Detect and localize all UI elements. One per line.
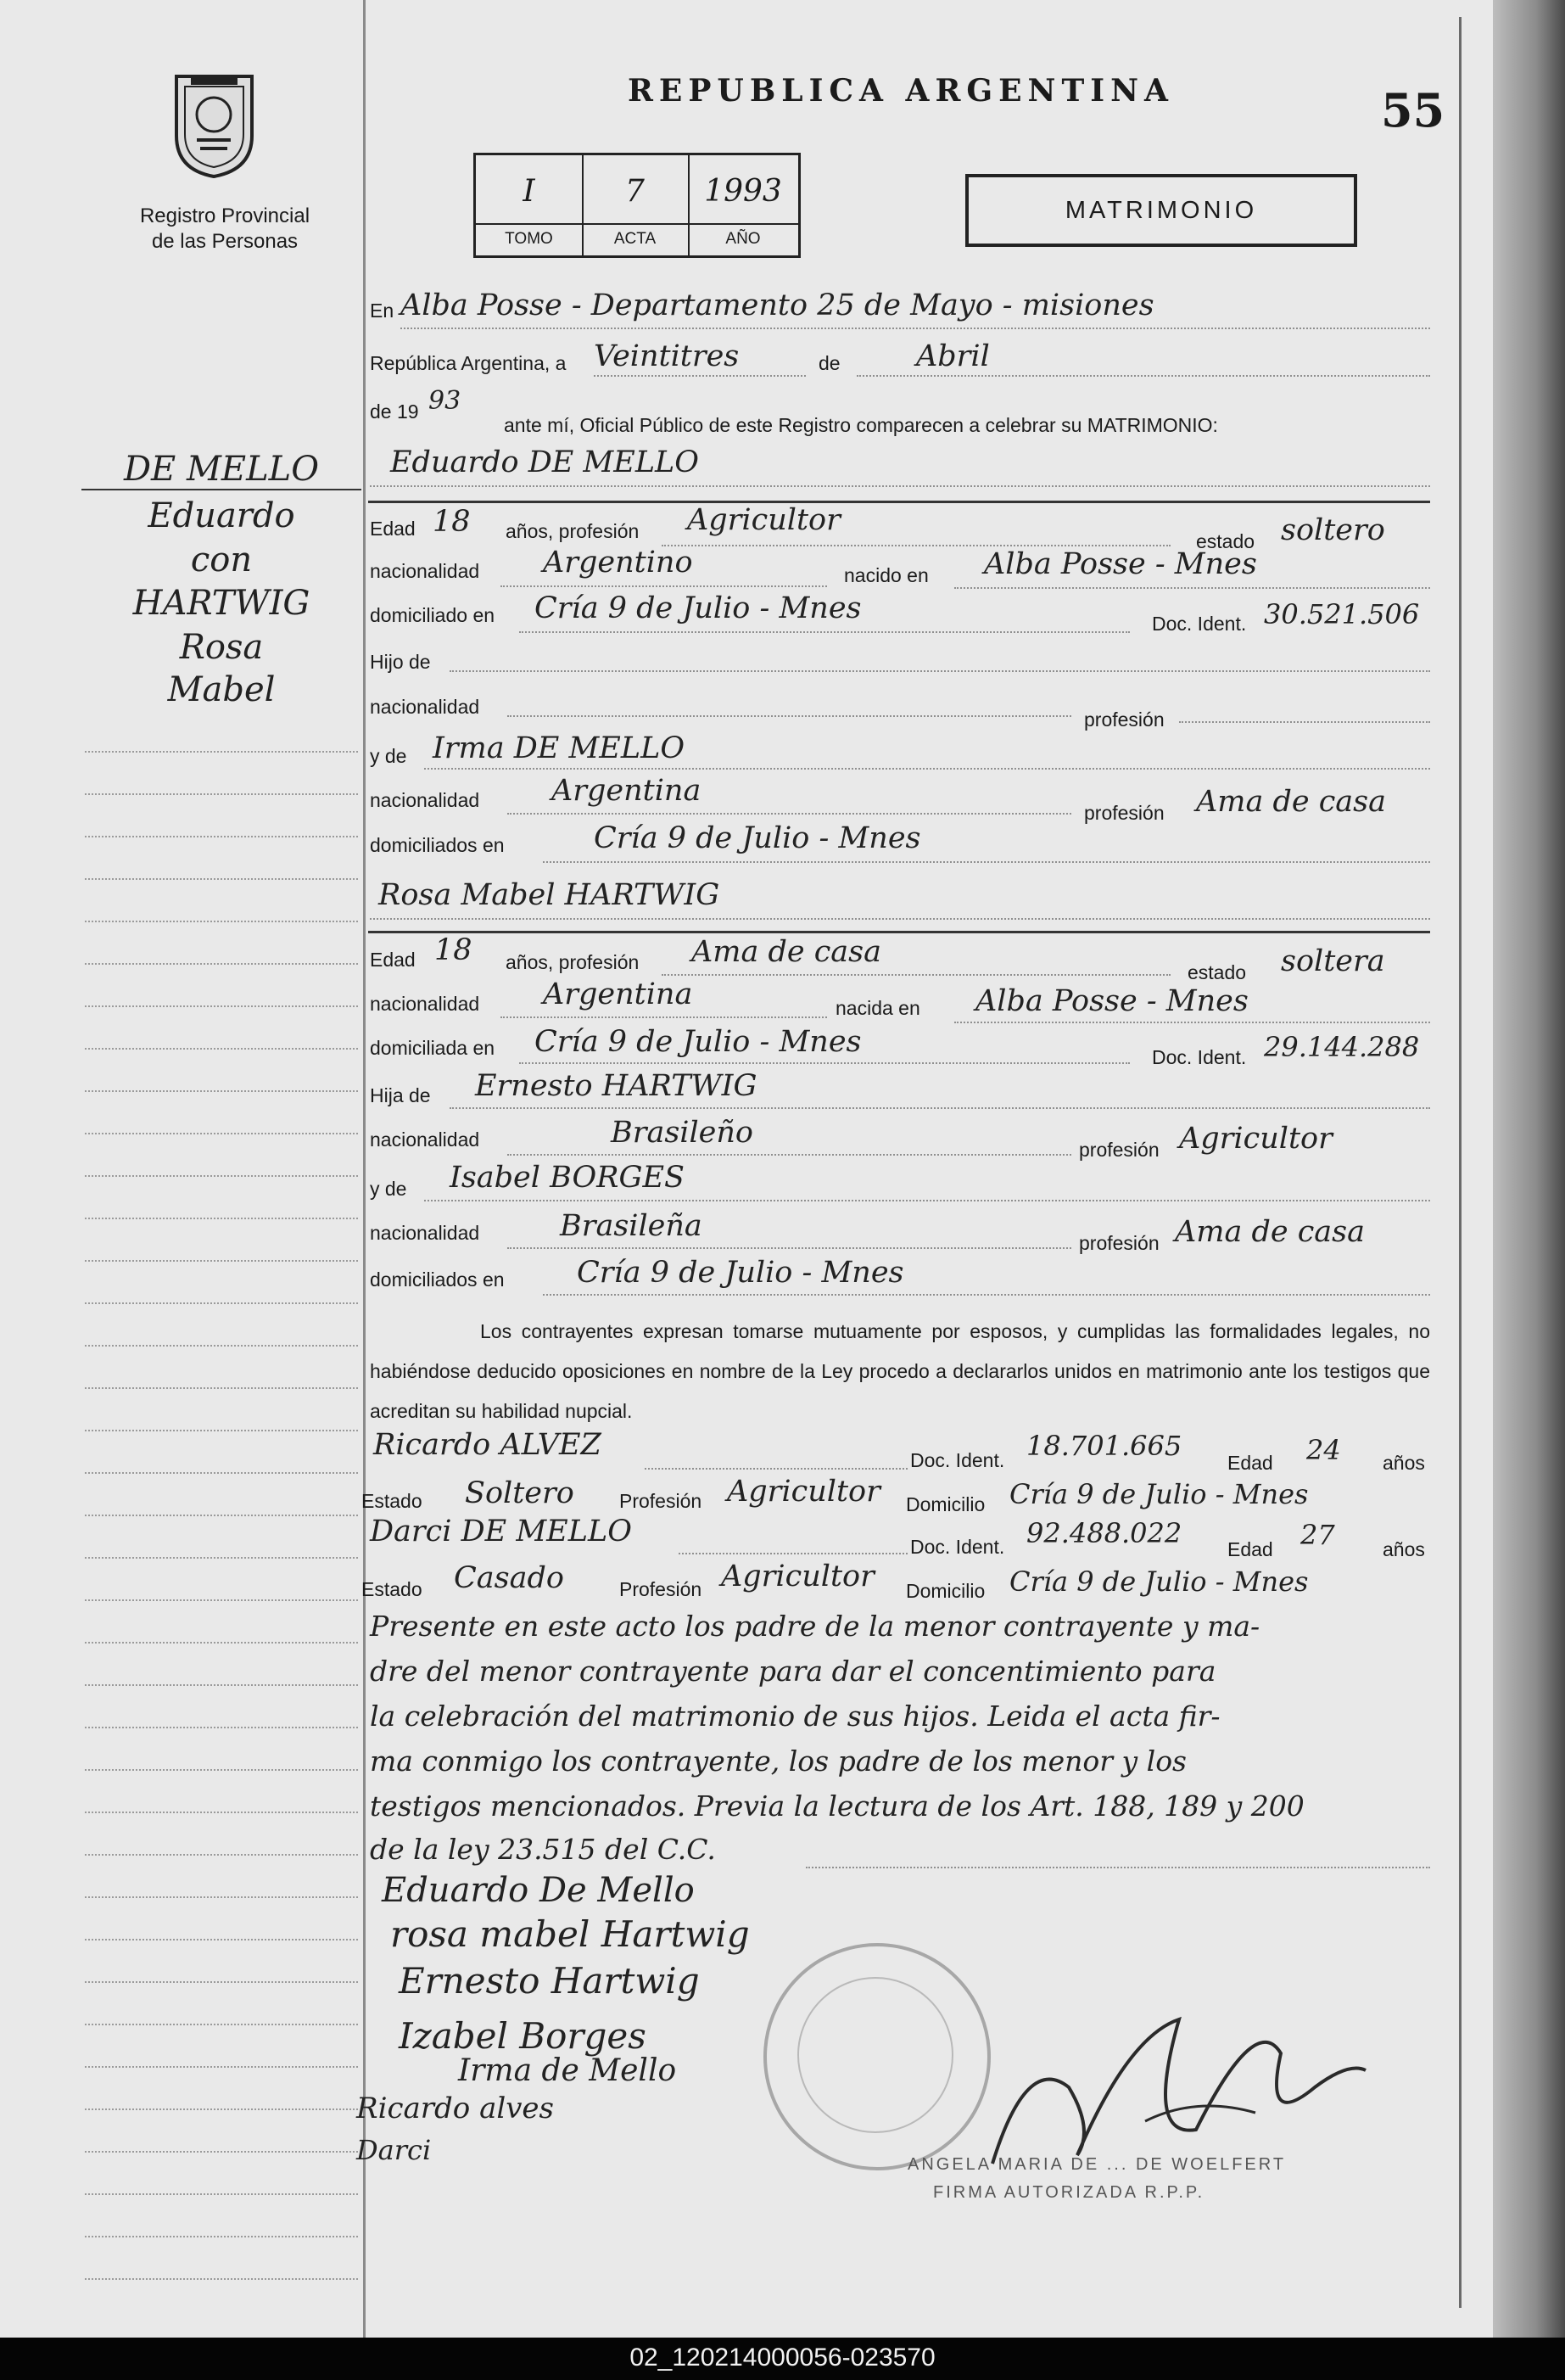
margin-surname-bride: HARTWIG [132,584,310,623]
margin-ruled-line [85,836,358,837]
signature-bride: rosa mabel Hartwig [390,1913,750,1955]
bride-nacionalidad: Argentina [543,977,693,1011]
bride-father-prof-label: profesión [1079,1139,1160,1161]
witness2-doc-label: Doc. Ident. [910,1536,1005,1558]
groom-parents-dom-label: domiciliados en [370,834,505,856]
margin-rule [363,0,366,2338]
margin-ruled-line [85,1387,358,1389]
groom-yde-label: y de [370,745,407,767]
margin-ruled-line [85,2108,358,2110]
margin-ruled-line [85,1769,358,1771]
groom-mother: Irma DE MELLO [433,731,685,765]
observation-line-3: la celebración del matrimonio de sus hijos. Leida el acta fir- [370,1700,1221,1733]
margin-given-bride-1: Rosa [179,628,264,667]
official-title: FIRMA AUTORIZADA R.P.P. [933,2183,1205,2202]
matrimonio-box: MATRIMONIO [965,174,1357,247]
witness2-edad: 27 [1300,1519,1335,1551]
witness1-dom-label: Domicilio [906,1493,986,1515]
observation-line-5: testigos mencionados. Previa la lectura de los Art. 188, 189 y 200 [370,1789,1305,1823]
margin-ruled-line [85,1515,358,1516]
observation-line-6: de la ley 23.515 del C.C. [370,1833,716,1866]
bride-hija-label: Hija de [370,1084,431,1106]
margin-ruled-line [85,878,358,880]
bride-estado: soltera [1281,944,1385,978]
acta-value: 7 [625,174,645,209]
margin-ruled-line [85,1090,358,1092]
witness1-name: Ricardo ALVEZ [373,1428,601,1462]
margin-ruled-line [85,1260,358,1262]
groom-hijo-label: Hijo de [370,651,431,673]
bride-yde-label: y de [370,1178,407,1200]
margin-con: con [190,540,253,580]
groom-edad-label: Edad [370,518,416,540]
official-name: ANGELA MARIA DE ... DE WOELFERT [908,2155,1287,2174]
margin-ruled-line [85,1684,358,1686]
observation-line-4: ma conmigo los contrayente, los padre de los menor y los [370,1744,1187,1778]
bride-doc: 29.144.288 [1264,1031,1420,1063]
margin-ruled-line [85,1812,358,1813]
margin-surname-groom: DE MELLO [81,450,361,490]
groom-father-nac-label: nacionalidad [370,696,480,718]
groom-name: Eduardo DE MELLO [390,445,699,479]
margin-ruled-line [85,1175,358,1177]
margin-ruled-line [85,2278,358,2280]
margin-ruled-line [85,921,358,922]
margin-given-groom: Eduardo [148,496,295,535]
bride-name: Rosa Mabel HARTWIG [378,878,720,912]
groom-mother-nac: Argentina [551,774,701,808]
bride-parents-dom-label: domiciliados en [370,1268,505,1291]
republica-label: República Argentina, a [370,352,567,374]
witness1-estado: Soltero [465,1476,574,1510]
bride-dom-label: domiciliada en [370,1037,495,1059]
ante-text: ante mí, Oficial Público de este Registro comparecen a celebrar su MATRIMONIO: [504,414,1218,436]
day-value: Veintitres [594,339,740,373]
provincial-seal-icon [170,68,259,178]
margin-ruled-line [85,1345,358,1347]
margin-ruled-line [85,1896,358,1898]
margin-ruled-line [85,1557,358,1559]
registry-name: Registro Provincial de las Personas [139,204,310,253]
observation-line-2: dre del menor contrayente para dar el concentimiento para [370,1655,1216,1688]
year-value: 93 [428,386,461,416]
observation-line-1: Presente en este acto los padre de la menor contrayente y ma- [370,1610,1260,1643]
bride-edad: 18 [434,933,472,967]
bride-mother-nac-label: nacionalidad [370,1222,480,1244]
witness1-prof-label: Profesión [619,1490,702,1512]
bride-mother-prof-label: profesión [1079,1232,1160,1254]
ano-label: AÑO [725,230,761,248]
groom-father-prof-label: profesión [1084,708,1165,731]
margin-ruled-line [85,1939,358,1940]
groom-mother-nac-label: nacionalidad [370,789,480,811]
margin-ruled-line [85,1642,358,1644]
witness1-doc-label: Doc. Ident. [910,1449,1005,1471]
groom-profesion: Agricultor [687,503,841,537]
book-edge [1493,0,1565,2338]
margin-ruled-line [85,2024,358,2025]
page-number: 55 [1381,83,1445,137]
signature-witness1: Ricardo alves [356,2092,555,2125]
bride-domicilio: Cría 9 de Julio - Mnes [534,1025,862,1059]
witness2-doc: 92.488.022 [1026,1517,1182,1549]
margin-ruled-line [85,1430,358,1431]
witness2-prof-label: Profesión [619,1578,702,1600]
margin-ruled-line [85,1048,358,1050]
bride-father-nac: Brasileño [611,1116,753,1150]
groom-mother-prof: Ama de casa [1196,785,1386,819]
bride-nacida: Alba Posse - Mnes [975,984,1249,1018]
margin-ruled-line [85,1981,358,1983]
bride-profesion: Ama de casa [691,935,881,969]
margin-ruled-line [85,1302,358,1304]
witness2-edad-label: Edad [1227,1538,1273,1560]
margin-ruled-line [85,963,358,965]
groom-nac-label: nacionalidad [370,560,480,582]
margin-ruled-line [85,2236,358,2237]
signature-witness2: Darci [356,2134,432,2166]
witness2-profesion: Agricultor [721,1560,875,1593]
groom-estado: soltero [1281,513,1385,547]
groom-dom-label: domiciliado en [370,604,495,626]
witness2-anos-label: años [1383,1538,1425,1560]
tomo-acta-box [473,153,801,258]
margin-ruled-line [85,751,358,753]
groom-profesion-label: años, profesión [506,520,640,542]
witness2-estado-label: Estado [361,1578,422,1600]
page-edge-line [1459,17,1462,2308]
margin-ruled-line [85,2066,358,2068]
signature-bride-mother: Izabel Borges [399,2015,646,2057]
bride-mother: Isabel BORGES [450,1161,685,1195]
margin-ruled-line [85,1727,358,1728]
margin-ruled-line [85,2151,358,2153]
witness2-estado: Casado [454,1561,564,1595]
place-value: Alba Posse - Departamento 25 de Mayo - misiones [400,288,1154,322]
bride-mother-prof: Ama de casa [1175,1215,1365,1249]
witness1-doc: 18.701.665 [1026,1430,1182,1462]
month-value: Abril [916,339,990,373]
groom-mother-prof-label: profesión [1084,802,1165,824]
groom-doc-label: Doc. Ident. [1152,613,1247,635]
margin-ruled-line [85,1005,358,1007]
witness1-edad-label: Edad [1227,1452,1273,1474]
ano-value: 1993 [704,174,782,209]
margin-ruled-line [85,1472,358,1474]
groom-nacionalidad: Argentino [543,546,693,580]
tomo-label: TOMO [505,230,553,248]
signature-bride-father: Ernesto Hartwig [399,1960,700,2002]
witness2-dom-label: Domicilio [906,1580,986,1602]
bride-parents-dom: Cría 9 de Julio - Mnes [577,1256,904,1290]
margin-ruled-line [85,1218,358,1219]
tomo-value: I [523,174,535,209]
bride-edad-label: Edad [370,949,416,971]
margin-given-bride-2: Mabel [167,670,276,709]
year-prefix-label: de 19 [370,400,419,423]
bride-profesion-label: años, profesión [506,951,640,973]
bride-nac-label: nacionalidad [370,993,480,1015]
witness1-edad: 24 [1306,1434,1341,1466]
witness1-domicilio: Cría 9 de Julio - Mnes [1009,1478,1309,1510]
de-label: de [819,352,841,374]
witness1-anos-label: años [1383,1452,1425,1474]
official-stamp-inner [797,1977,953,2133]
witness2-domicilio: Cría 9 de Julio - Mnes [1009,1565,1309,1598]
country-title: REPUBLICA ARGENTINA [628,73,1174,109]
groom-edad: 18 [433,505,471,539]
margin-ruled-line [85,1854,358,1856]
margin-ruled-line [85,793,358,795]
signature-groom-mother: Irma de Mello [458,2053,677,2088]
bride-nacida-label: nacida en [836,997,920,1019]
bride-father: Ernesto HARTWIG [475,1069,757,1103]
groom-estado-label: estado [1196,530,1255,552]
witness1-profesion: Agricultor [727,1475,880,1509]
declaration-text: Los contrayentes expresan tomarse mutuamente por esposos, y cumplidas las formalidades legales, no habiéndose deducido oposiciones en nombre de la Ley procedo a declararlos unidos en matrimonio ante los testigos que acreditan su habilidad nupcial. [370,1320,1430,1422]
bride-doc-label: Doc. Ident. [1152,1046,1247,1068]
bride-estado-label: estado [1188,961,1247,983]
groom-domicilio: Cría 9 de Julio - Mnes [534,591,862,625]
margin-ruled-line [85,1599,358,1601]
witness2-name: Darci DE MELLO [370,1515,632,1548]
groom-nacido: Alba Posse - Mnes [984,547,1257,581]
bride-father-prof: Agricultor [1179,1122,1333,1156]
margin-ruled-line [85,2193,358,2195]
bride-father-nac-label: nacionalidad [370,1128,480,1151]
witness1-estado-label: Estado [361,1490,422,1512]
filename-label: 02_120214000056-023570 [629,2344,936,2372]
bride-mother-nac: Brasileña [560,1209,702,1243]
acta-label: ACTA [613,230,657,248]
signature-groom: Eduardo De Mello [382,1871,695,1910]
groom-doc: 30.521.506 [1264,598,1420,630]
en-label: En [370,300,394,322]
groom-nacido-label: nacido en [844,564,929,586]
groom-parents-dom: Cría 9 de Julio - Mnes [594,821,921,855]
margin-ruled-line [85,1133,358,1134]
